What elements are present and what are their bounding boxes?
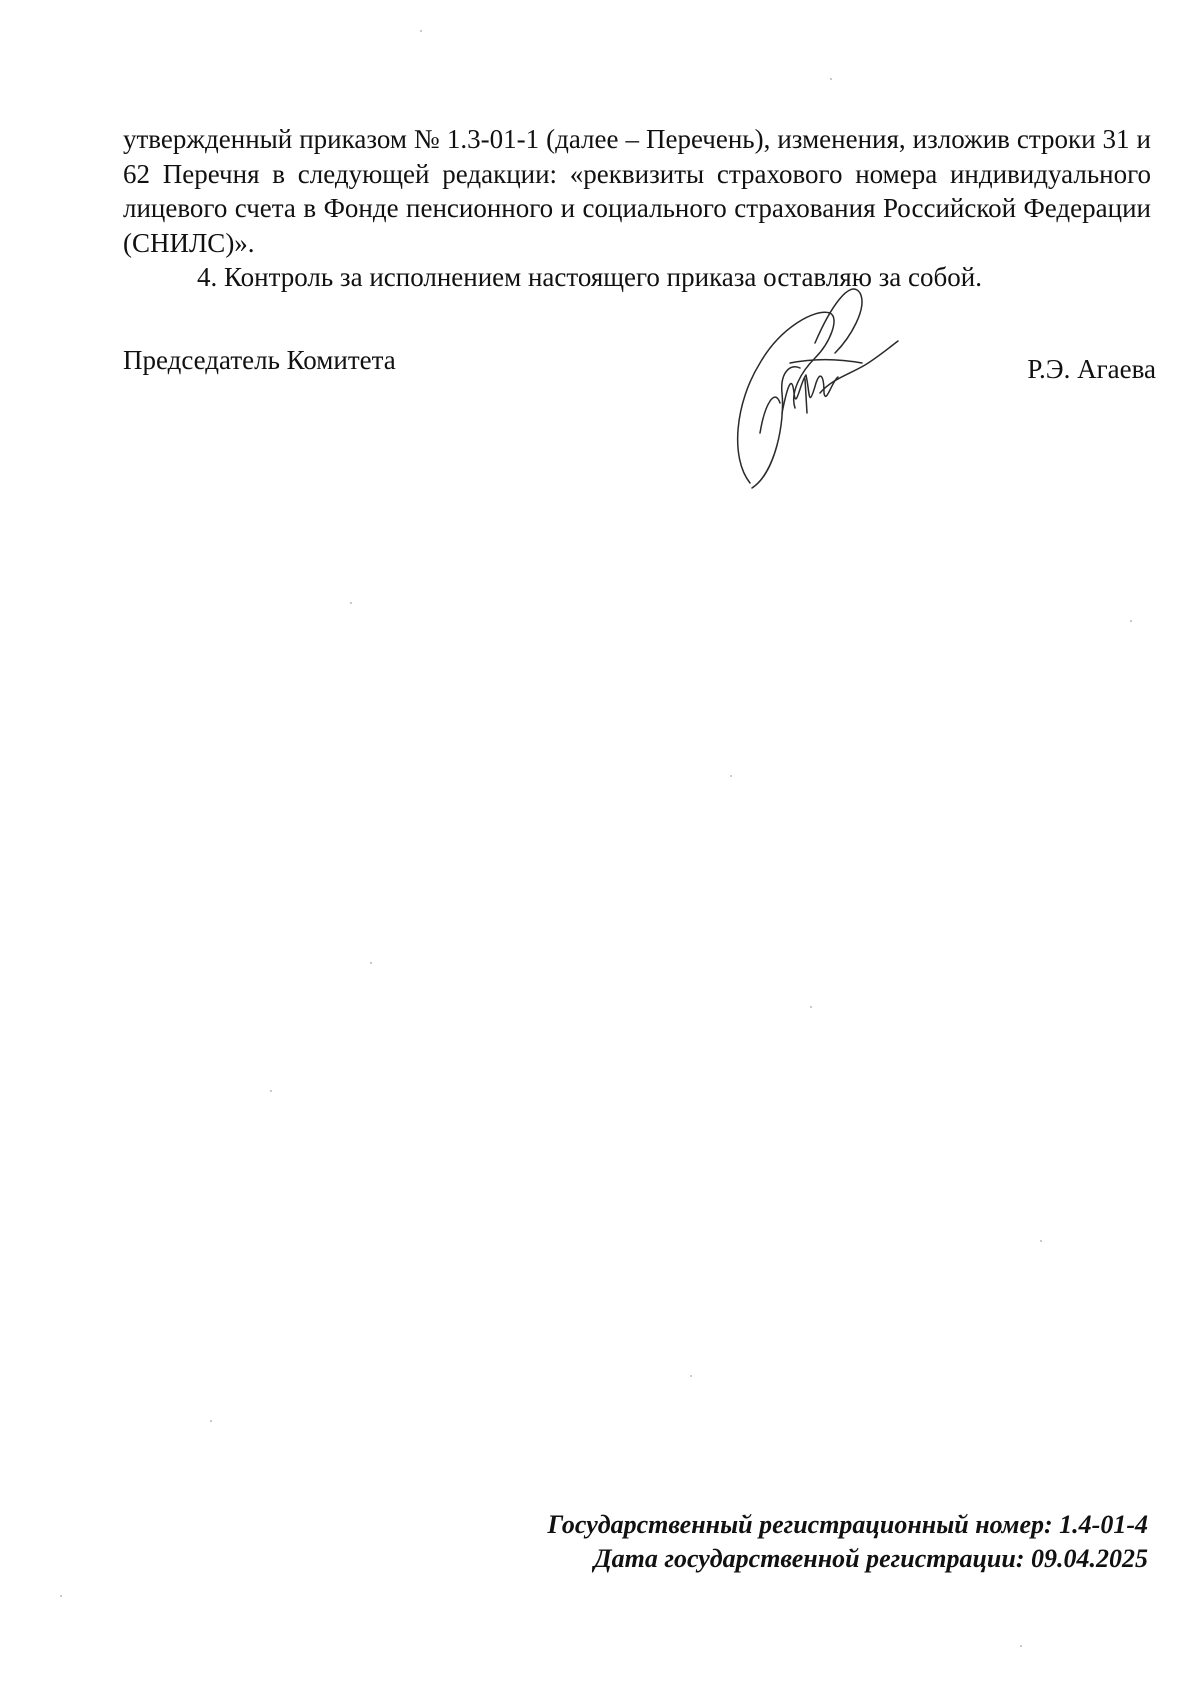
scan-speck	[730, 775, 732, 777]
registration-stamp	[548, 1508, 1148, 1576]
scan-speck	[420, 30, 422, 32]
paragraph-item-4: 4. Контроль за исполнением настоящего приказа оставляю за собой.	[197, 262, 982, 292]
scan-speck	[210, 1420, 212, 1422]
scan-speck	[810, 1006, 812, 1008]
signatory-name: Р.Э. Агаева	[1027, 354, 1156, 384]
scan-speck	[60, 1595, 62, 1597]
registration-date: Дата государственной регистрации: 09.04.2025	[593, 1544, 1148, 1573]
continuation-paragraph: утвержденный приказом № 1.3-01-1 (далее – Перечень), изменения, изложив строки 31 и 62 Перечня в следующей редакции: «реквизиты страхового номера индивидуального лицевого счета в Фонде пенсионного и социального страхования Российской Федерации (СНИЛС)».	[123, 124, 1151, 258]
scan-speck	[830, 78, 832, 80]
scan-speck	[350, 602, 352, 604]
document-body	[123, 122, 1151, 295]
scan-speck	[1020, 1645, 1022, 1647]
scan-speck	[1130, 620, 1132, 622]
scan-speck	[1040, 1240, 1042, 1242]
scan-speck	[690, 1375, 692, 1377]
handwritten-signature	[720, 283, 900, 498]
scan-speck	[270, 1090, 272, 1092]
registration-number: Государственный регистрационный номер: 1.4-01-4	[547, 1510, 1148, 1539]
scan-speck	[370, 962, 372, 964]
signatory-position-title: Председатель Комитета	[123, 345, 396, 375]
